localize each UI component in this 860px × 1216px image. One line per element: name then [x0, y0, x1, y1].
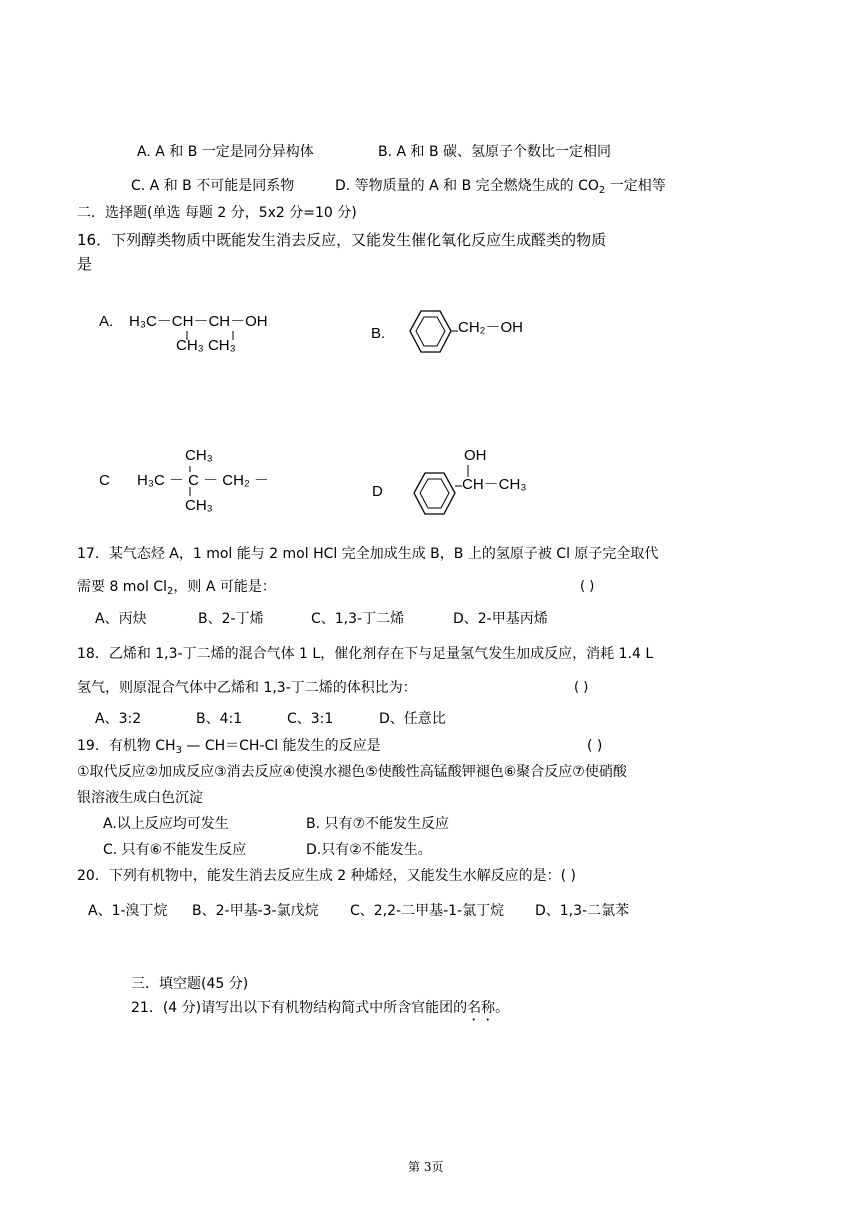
q17-option-a: A、丙炔: [95, 611, 147, 627]
q15-option-c: C. A 和 B 不可能是同系物: [131, 178, 295, 194]
q18-option-b: B、4:1: [196, 711, 243, 727]
q19-stem-line1: 19．有机物 $CH_3$ — CH＝CH-Cl 能发生的反应是: [77, 738, 381, 756]
q16-d-hydroxyl: OH: [464, 447, 487, 464]
q20-option-b: B、2-甲基-3-氯戊烷: [192, 903, 319, 919]
q16-stem-line1: 16．下列醇类物质中既能发生消去反应，又能发生催化氧化反应生成醛类的物质: [77, 231, 607, 249]
q16-label-c: C: [99, 472, 110, 489]
q16-label-d: D: [372, 483, 383, 500]
q17-answer-paren: ( ): [580, 579, 595, 594]
q20-stem: 20．下列有机物中，能发生消去反应生成 2 种烯烃，又能发生水解反应的是：( ): [77, 868, 576, 884]
q19-option-b: B. 只有⑦不能发生反应: [306, 816, 450, 832]
q20-option-a: A、1-溴丁烷: [88, 903, 168, 919]
q16-d-group: CH－CH₃: [462, 476, 527, 493]
q15-option-a: A. A 和 B 一定是同分异构体: [137, 144, 314, 160]
q15-option-b: B. A 和 B 碳、氢原子个数比一定相同: [378, 144, 612, 160]
q19-stem-line3: 银溶液生成白色沉淀: [77, 790, 203, 806]
q19-option-d: D.只有②不能发生。: [306, 842, 432, 858]
q16-c-top-methyl: CH₃: [185, 447, 213, 464]
section-3-title: 三．填空题(45 分): [131, 976, 249, 992]
q17-stem-line2: 需要 8 mol $Cl_2$，则 A 可能是：: [77, 579, 276, 597]
q16-c-bottom-methyl: CH₃: [185, 497, 213, 514]
q16-stem-line2: 是: [77, 255, 93, 273]
q17-option-d: D、2-甲基丙烯: [453, 611, 548, 627]
q16-label-a: A.: [99, 313, 114, 330]
section-2-title: 二．选择题(单选 每题 2 分，5x2 分=10 分): [77, 205, 357, 221]
q18-option-c: C、3:1: [287, 711, 334, 727]
page-number: 第 3页: [408, 1160, 444, 1174]
q16-label-b: B.: [371, 325, 386, 342]
q18-option-d: D、任意比: [379, 711, 446, 727]
q20-option-d: D、1,3-二氯苯: [535, 903, 630, 919]
q17-option-c: C、1,3-丁二烯: [311, 611, 405, 627]
q19-answer-paren: ( ): [587, 738, 603, 754]
q16-a-methyls: CH₃ CH₃: [176, 337, 236, 354]
q18-stem-line2: 氢气，则原混合气体中乙烯和 1,3-丁二烯的体积比为：: [77, 680, 417, 696]
q18-answer-paren: ( ): [574, 680, 589, 695]
q19-stem-line2: ①取代反应②加成反应③消去反应④使溴水褪色⑤使酸性高锰酸钾褪色⑥聚合反应⑦使硝酸: [77, 764, 627, 780]
q16-c-main-chain: H₃C － C － CH₂ －: [137, 472, 269, 489]
q15-option-d: D. 等物质量的 A 和 B 完全燃烧生成的 $CO_2$ 一定相等: [335, 178, 666, 196]
q19-option-a: A.以上反应均可发生: [103, 816, 229, 832]
benzene-ring-icon: [402, 308, 462, 358]
q17-stem-line1: 17．某气态烃 A，1 mol 能与 2 mol HCl 完全加成生成 B，B 上的氢原子被 Cl 原子完全取代: [77, 546, 659, 562]
q18-stem-line1: 18．乙烯和 1,3-丁二烯的混合气体 1 L，催化剂存在下与足量氢气发生加成反应，消耗 1.4 L: [77, 646, 654, 662]
benzene-ring-icon: [406, 470, 466, 520]
q18-option-a: A、3:2: [95, 711, 142, 727]
q17-option-b: B、2-丁烯: [198, 611, 264, 627]
q20-option-c: C、2,2-二甲基-1-氯丁烷: [350, 903, 505, 919]
q19-option-c: C. 只有⑥不能发生反应: [103, 842, 247, 858]
q16-b-group: CH₂－OH: [458, 319, 523, 336]
q16-a-main-chain: H₃C－CH－CH－OH: [129, 313, 268, 330]
q21-stem: 21．(4 分)请写出以下有机物结构简式中所含官能团的名称。: [131, 1000, 510, 1016]
